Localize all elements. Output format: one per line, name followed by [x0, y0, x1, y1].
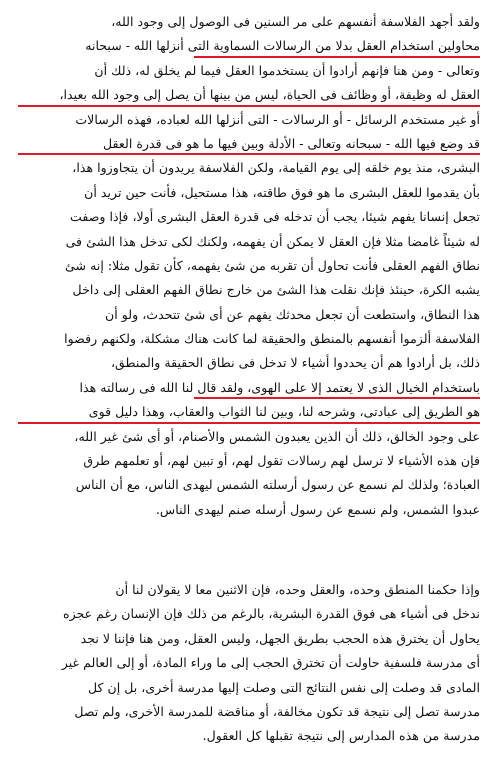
text-line: تجعل إنسانا يفهم شيئا، يجب أن تدخله فى قدرة العقل البشرى أولا، فإذا وصفت	[69, 209, 480, 225]
text-line-underlined: هو الطريق إلى عبادتى، وشرحه لنا، وبين لنا الثواب والعقاب، وهذا دليل قوى	[18, 400, 480, 424]
text-line: وإذا حكمنا المنطق وحده، والعقل وحده، فإن الاثنين معا لا يقولان لنا أن	[115, 582, 480, 597]
text-line: يشبه الكرة، حينئذ فإنك نقلت هذا الشئ من خارج نطاق الفهم العقلى إلى داخل	[72, 282, 480, 298]
text-line-underlined: قد وضع فيها الله - سبحانه وتعالى - الأدلة وبين فيها ما هو فى قدرة العقل	[18, 132, 480, 156]
text-line: مدرسة تصل إلى نتيجة قد تكون مخالفة، أو مناقضة للمدرسة الأخرى، ولم تصل	[74, 703, 480, 719]
text-line: المادى قد وصلت إلى نفس النتائج التى وصلت إليها مدرسة أخرى، بل إن كل	[87, 679, 480, 695]
text-line: ولقد أجهد الفلاسفة أنفسهم على مر السنين فى الوصول إلى وجود الله،	[111, 14, 480, 29]
text-line-underlined: محاولين استخدام العقل بدلا من الرسالات السماوية التى أنزلها الله - سبحانه	[18, 34, 480, 58]
text-line-underlined: العقل له وظيفة، أو وظائف فى الحياة، ليس من بينها أن يصل إلى وجود الله بعيدا،	[18, 83, 480, 107]
text-line: نطاق الفهم العقلى فأنت تحاول أن تقربه من شئ يفهمه، كأن تقول مثلا: إنه شئ	[65, 257, 480, 273]
text-line: له شيئاً غامضا مثلا فإن العقل لا يمكن أن يفهمه، ولكنك لكى تدخل هذا الشئ فى	[65, 233, 480, 249]
text-line-underlined: باستخدام الخيال الذى لا يعتمد إلا على الهوى، ولقد قال لنا الله فى رسالته هذا	[18, 376, 480, 400]
text-line: ندخل فى أشياء هى فوق القدرة البشرية، بالرغم من ذلك فإن الإنسان رغم عجزه	[62, 606, 480, 622]
paragraph-1	[18, 10, 480, 522]
text-line: مدرسة من هذه المدارس إلى نتيجة تقبلها كل العقول.	[202, 728, 480, 744]
text-line: عبدوا الشمس، ولم نسمع عن رسول أرسله صنم ليهدى الناس.	[155, 501, 480, 517]
text-line: فإن هذه الأشياء لا ترسل لهم رسالات تقول لهم، أو تبين لهم، أو تعلمهم طرق	[83, 453, 480, 469]
text-line: العبادة؛ ولذلك لم نسمع عن رسول أرسلته الشمس ليهدى الناس، مع أن الناس	[75, 477, 480, 493]
text-line: على وجود الخالق، ذلك أن الذين يعبدون الشمس والأصنام، أو أى شئ غير الله،	[74, 428, 480, 444]
text-line: البشرى، منذ يوم خلقه إلى يوم القيامة، ولكن الفلاسفة يريدون أن يتجاوزوا هذا،	[72, 160, 480, 176]
text-line: بأن يقدموا للعقل البشرى ما هو فوق طاقته، هذا مستحيل، فأنت حين تريد أن	[84, 184, 480, 200]
text-line: ذلك، بل أرادوا هم أن يحددوا أشياء لا تدخل فى نطاق الحقيقة والمنطق،	[110, 355, 480, 371]
text-line: وتعالى - ومن هنا فإنهم أرادوا أن يستخدموا العقل فيما لم يخلق له، ذلك أن	[94, 62, 480, 78]
text-line: هذا النطاق، واستطعت أن تجعل محدثك يفهم عن أى شئ تتحدث، ولو أن	[105, 306, 480, 322]
text-line: يحاول أن يخترق هذه الحجب بطريق الجهل، وليس العقل، ومن هنا فإننا لا نجد	[80, 630, 480, 646]
text-line: أو غير مستخدم الرسائل - أو الرسالات - التى أنزلها الله لعباده، فهذه الرسالات	[75, 111, 480, 127]
paragraph-2	[18, 578, 480, 749]
text-line: أى مدرسة فلسفية حاولت أن تخترق الحجب إلى ما وراء المادة، أو إلى العالم غير	[61, 655, 480, 671]
text-line: الفلاسفة ألزموا أنفسهم بالمنطق والحقيقة لما كانت هناك مشكلة، ولكنهم رفضوا	[64, 331, 480, 347]
